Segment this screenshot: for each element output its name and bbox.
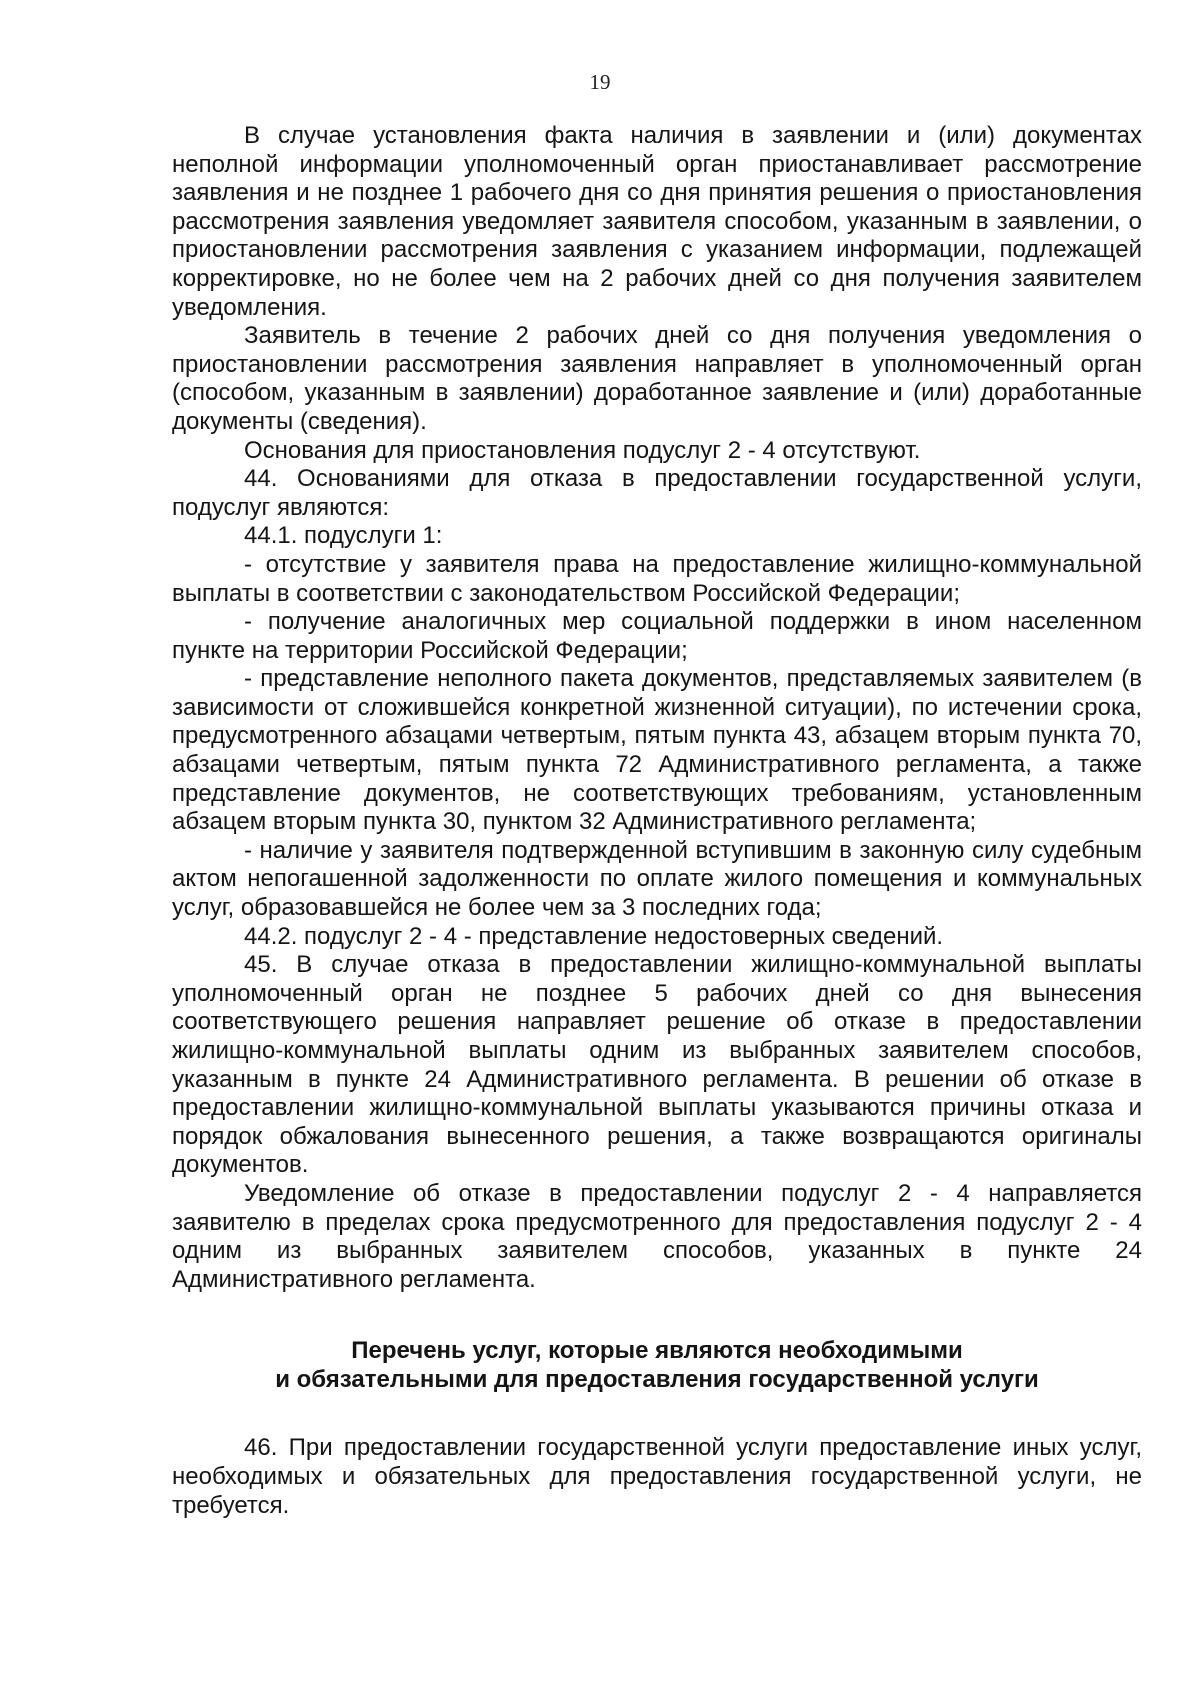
list-item-similar-support: - получение аналогичных мер социальной поддержки в ином населенном пункте на территории Российской Федерации; <box>172 608 1142 664</box>
section-heading-line-2: и обязательными для предоставления государственной услуги <box>275 1366 1039 1394</box>
list-item-no-right: - отсутствие у заявителя права на предоставление жилищно-коммунальной выплаты в соответствии с законодательством Российской Федерации; <box>172 550 1142 607</box>
paragraph-refusal-notice: Уведомление об отказе в предоставлении подуслуг 2 - 4 направляется заявителю в пределах срока предусмотренного для предоставления подуслуг 2 - 4 одним из выбранных заявителем способов, указанных в пункте 24 Административного регламента. <box>172 1179 1142 1293</box>
page-number: 19 <box>589 70 611 94</box>
document-body <box>172 122 1142 1520</box>
section-heading <box>172 1336 1142 1394</box>
section-heading-line-1: Перечень услуг, которые являются необходимыми <box>351 1337 963 1365</box>
paragraph-45: 45. В случае отказа в предоставлении жилищно-коммунальной выплаты уполномоченный орган не позднее 5 рабочих дней со дня вынесения соответствующего решения направляет решение об отказе в предоставлении жилищно-коммунальной выплаты одним из выбранных заявителем способов, указанным в пункте 24 Административного регламента. В решении об отказе в предоставлении жилищно-коммунальной выплаты указываются причины отказа и порядок обжалования вынесенного решения, а также возвращаются оригиналы документов. <box>172 951 1142 1179</box>
paragraph-no-suspension-grounds: Основания для приостановления подуслуг 2 - 4 отсутствуют. <box>244 436 921 464</box>
paragraph-applicant-revision: Заявитель в течение 2 рабочих дней со дня получения уведомления о приостановлении рассмотрения заявления направляет в уполномоченный орган (способом, указанным в заявлении) доработанное заявление и (или) доработанные документы (сведения). <box>172 322 1142 435</box>
paragraph-suspension-notice: В случае установления факта наличия в заявлении и (или) документах неполной информации уполномоченный орган приостанавливает рассмотрение заявления и не позднее 1 рабочего дня со дня принятия решения о приостановления рассмотрения заявления уведомляет заявителя способом, указанным в заявлении, о приостановлении рассмотрения заявления с указанием информации, подлежащей корректировке, но не более чем на 2 рабочих дней со дня получения заявителем уведомления. <box>172 122 1142 321</box>
list-item-incomplete-package: - представление неполного пакета документов, представляемых заявителем (в зависимости от сложившейся конкретной жизненной ситуации), по истечении срока, предусмотренного абзацами четвертым, пятым пункта 43, абзацем вторым пункта 70, абзацами четвертым, пятым пункта 72 Административного регламента, а также представление документов, не соответствующих требованиям, установленным абзацем вторым пункта 30, пунктом 32 Административного регламента; <box>172 665 1142 836</box>
paragraph-44-2: 44.2. подуслуг 2 - 4 - представление недостоверных сведений. <box>244 922 944 950</box>
paragraph-46: 46. При предоставлении государственной услуги предоставление иных услуг, необходимых и обязательных для предоставления государственной услуги, не требуется. <box>172 1434 1142 1519</box>
paragraph-44-grounds: 44. Основаниями для отказа в предоставлении государственной услуги, подуслуг являются: <box>172 465 1142 521</box>
paragraph-44-1: 44.1. подуслуги 1: <box>244 522 443 550</box>
list-item-debt: - наличие у заявителя подтвержденной вступившим в законную силу судебным актом непогашенной задолженности по оплате жилого помещения и коммунальных услуг, образовавшейся не более чем за 3 последних года; <box>172 836 1142 922</box>
